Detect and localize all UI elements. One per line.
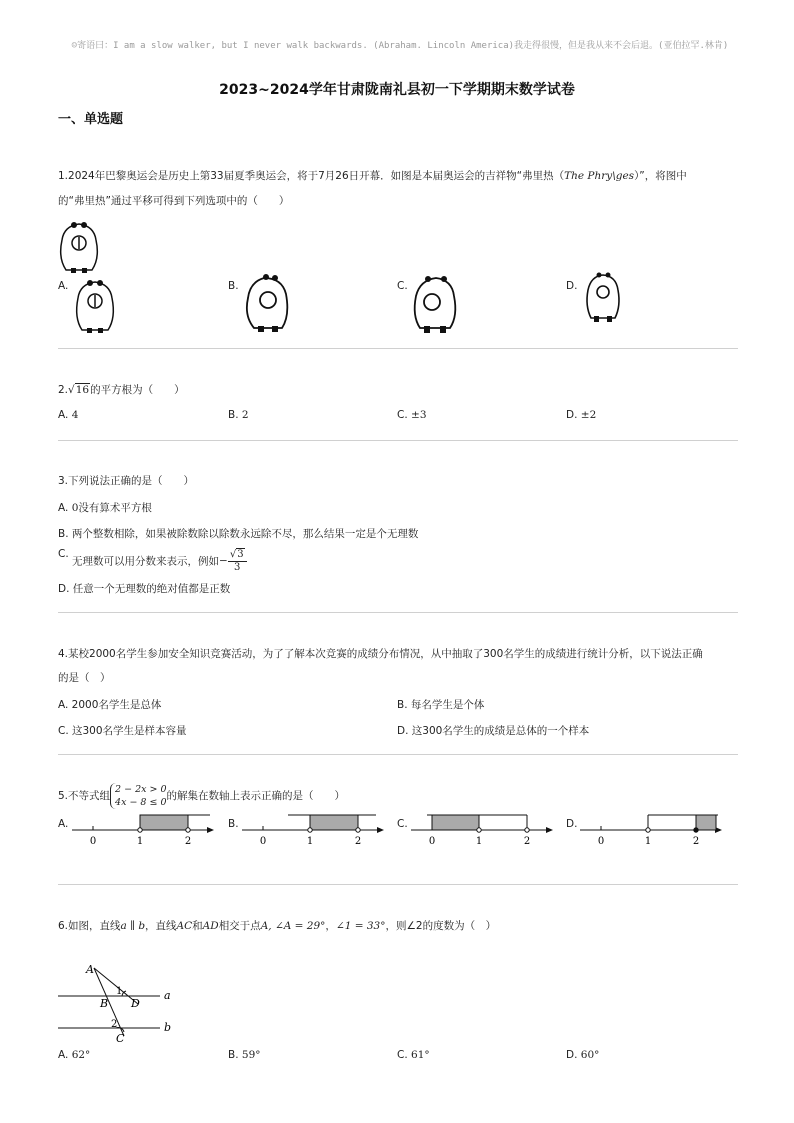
q1-math: The Phry\ges [564,170,635,182]
tick-label: 0 [428,836,436,847]
q1-option-b-mascot-image[interactable] [242,272,292,334]
parallel-lines-figure [56,960,186,1044]
q4-option-d[interactable]: D. 这300名学生的成绩是总体的一个样本 [397,725,590,737]
q1-text-b: ）”，将图中 [634,170,687,182]
option-label: C. [58,548,69,560]
question-4-line-1: 4.某校2000名学生参加安全知识竞赛活动，为了了解本次竞赛的成绩分布情况，从中抽取了300名学生的成绩进行统计分析，以下说法正确 [58,648,703,660]
divider [58,440,738,441]
option-value: 2 [241,409,249,421]
divider [58,884,738,885]
tick-label: 0 [597,836,605,847]
q3-option-c[interactable] [58,548,247,574]
tick-label: 2 [692,836,700,847]
q6-math: a ∥ b [120,920,146,932]
tick-label: 1 [644,836,652,847]
q3-option-a[interactable] [58,500,152,515]
option-text: 无理数可以用分数来表示，例如 [72,555,220,568]
point-label-c: C [116,1032,125,1044]
q1-text-a: 1.2024年巴黎奥运会是历史上第33届夏季奥运会，将于7月26日开幕．如图是本届奥运会的吉祥物“弗里热（ [58,170,565,182]
q2-number: 2. [58,384,69,396]
q6-option-b[interactable] [228,1049,261,1061]
tick-label: 2 [523,836,531,847]
q6-option-a[interactable] [58,1049,90,1061]
q1-option-d-label[interactable]: D. [566,280,578,292]
question-6-stem [58,913,496,939]
q6-math: AC [176,920,193,932]
q5-option-b-label[interactable]: B. [228,818,239,830]
q6-math: AD [202,920,219,932]
question-2-stem: 2.√16的平方根为（ ） [58,384,185,396]
q6-text: 和 [192,920,203,932]
q6-text: ， [325,920,336,932]
divider [58,754,738,755]
q1-option-c-label[interactable]: C. [397,280,408,292]
divider [58,348,738,349]
q2-option-a[interactable] [58,409,78,421]
option-label: C. [397,409,408,421]
motto-text: ☺寄语曰：I am a slow walker, but I never walk backwards. (Abraham. Lincoln America)我走得很慢，但是我从来不会后退。(亚伯拉罕.林肯) [71,41,729,51]
inequality-1: 2 − 2x > 0 [115,784,167,795]
q6-math: A, ∠A = 29° [260,920,326,932]
q6-option-c[interactable] [397,1049,430,1061]
option-label: D. [566,409,578,421]
q1-option-b-label[interactable]: B. [228,280,239,292]
q2-text: 的平方根为（ ） [90,384,185,396]
q2-option-c[interactable] [397,409,427,421]
mascot-reference-image [54,218,104,274]
option-label: B. [228,1049,239,1061]
line-label-a: a [164,989,171,1002]
fraction-numerator: 3 [237,549,244,560]
q2-option-d[interactable] [566,409,596,421]
q5-option-b-number-line[interactable] [238,808,388,848]
angle-label-2: 2 [111,1019,118,1030]
q5-option-d-number-line[interactable] [576,808,726,848]
divider [58,612,738,613]
q5-option-a-label[interactable]: A. [58,818,69,830]
tick-label: 2 [184,836,192,847]
tick-label: 1 [136,836,144,847]
fraction-denominator: 3 [234,562,241,573]
fraction: $\frac{√3}{3}$ [228,548,247,574]
tick-label: 0 [89,836,97,847]
q6-text: 相交于点 [218,920,261,932]
option-math: 0 [71,502,79,514]
q1-option-a-mascot-image[interactable] [70,276,120,334]
option-label: B. [228,409,239,421]
exam-title: 2023~2024学年甘肃陇南礼县初一下学期期末数学试卷 [219,82,575,98]
q1-option-a-label[interactable]: A. [58,280,69,292]
option-value: ±3 [411,409,427,421]
q4-option-b[interactable]: B. 每名学生是个体 [397,699,485,711]
q2-radicand: 16 [75,384,90,396]
point-label-d: D [131,997,140,1010]
question-1-line-1 [58,163,687,189]
tick-label: 2 [354,836,362,847]
option-value: 61° [411,1049,430,1061]
q6-math: ∠1 = 33° [335,920,386,932]
option-value: 62° [71,1049,91,1061]
minus-sign: − [219,555,228,567]
q1-option-c-mascot-image[interactable] [410,272,460,336]
option-value: 60° [580,1049,600,1061]
option-value: 4 [71,409,79,421]
q4-option-a[interactable]: A. 2000名学生是总体 [58,699,162,711]
q6-text: ，直线 [145,920,177,932]
option-text: 没有算术平方根 [78,502,152,514]
q5-option-c-number-line[interactable] [407,808,557,848]
tick-label: 0 [259,836,267,847]
section-heading: 一、单选题 [58,112,124,127]
option-label: A. [58,409,69,421]
line-label-b: b [164,1021,172,1034]
q5-option-a-number-line[interactable] [68,808,218,848]
inequality-system [110,783,167,809]
option-label: A. [58,1049,69,1061]
option-value: 59° [241,1049,261,1061]
question-3-stem: 3.下列说法正确的是（ ） [58,475,195,487]
option-label: D. [566,1049,578,1061]
q3-option-d[interactable]: D. 任意一个无理数的绝对值都是正数 [58,583,231,595]
q1-option-d-mascot-image[interactable] [583,270,623,326]
q6-option-d[interactable] [566,1049,599,1061]
q2-option-b[interactable] [228,409,249,421]
q5-text-b: 的解集在数轴上表示正确的是（ ） [166,790,346,802]
question-4-line-2: 的是（ ） [58,672,111,684]
q6-text: 6.如图，直线 [58,920,121,932]
inequality-2: 4x − 8 ≤ 0 [115,797,167,808]
q5-text-a: 5.不等式组 [58,790,111,802]
option-value: ±2 [580,409,597,421]
q5-option-c-label[interactable]: C. [397,818,408,830]
q4-option-c[interactable]: C. 这300名学生是样本容量 [58,725,187,737]
point-label-a: A [86,963,94,976]
tick-label: 1 [475,836,483,847]
option-label: A. [58,502,69,514]
q5-option-d-label[interactable]: D. [566,818,578,830]
q6-text: ，则∠2的度数为（ ） [385,920,497,932]
angle-label-1: 1 [116,986,123,997]
question-5-stem [58,783,345,809]
question-1-line-2: 的“弗里热”通过平移可得到下列选项中的（ ） [58,195,290,207]
point-label-b: B [100,997,109,1010]
tick-label: 1 [306,836,314,847]
option-label: C. [397,1049,408,1061]
q3-option-b[interactable]: B. 两个整数相除，如果被除数除以除数永远除不尽，那么结果一定是个无理数 [58,528,419,540]
